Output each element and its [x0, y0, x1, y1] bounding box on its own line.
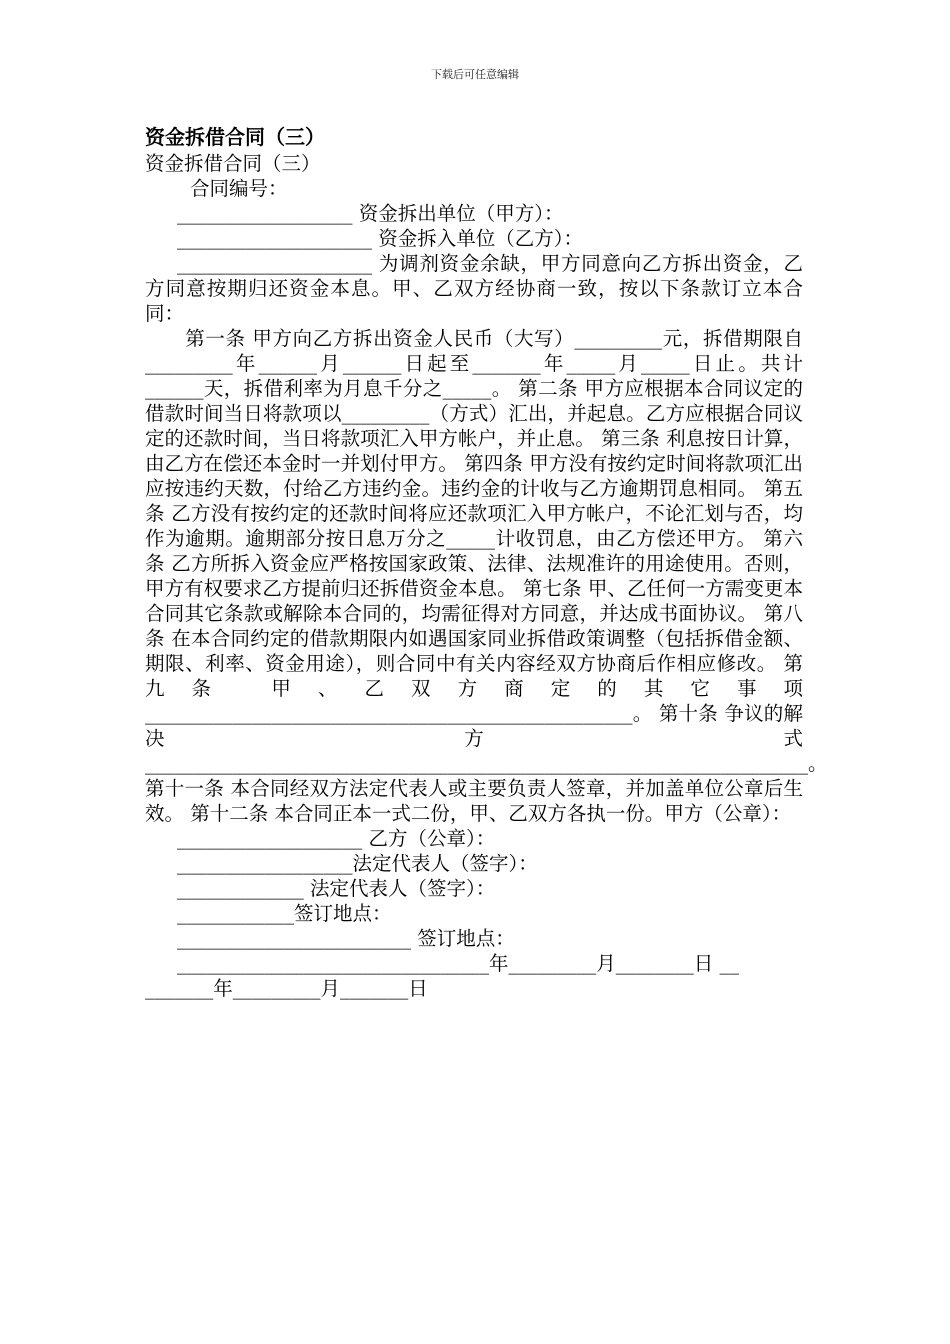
page-header-note: 下载后可任意编辑: [431, 68, 519, 81]
lender-party-line: __________________ 资金拆出单位（甲方）：: [177, 202, 564, 225]
signing-date-b: _______年_________月_______日: [145, 977, 428, 1000]
document-title: 资金拆借合同（三）: [145, 125, 325, 149]
contract-document: [145, 124, 828, 1001]
preamble-paragraph: ____________________ 为调剂资金余缺，甲方同意向乙方拆出资金，乙方同意按期归还资金本息。甲、乙双方经协商一致，按以下条款订立本合同：: [145, 252, 803, 325]
signing-place-a: ____________签订地点：: [177, 902, 392, 925]
signing-place-b: ________________________ 签订地点：: [177, 927, 515, 950]
signature-line-legal-rep-a: __________________法定代表人（签字）：: [177, 852, 538, 875]
contract-body-paragraph: 第一条 甲方向乙方拆出资金人民币（大写）_________元，拆借期限自_________年______月______日起至_______年_____月_____日止。共计______天，拆借利率为月息千分之_____。 第二条 甲方应根据本合同议定的借款时间当日将款项以_________（方式）汇出，并起息。乙方应根据合同议定的还款时间，当日将款项汇入甲方帐户，并止息。 第三条 利息按日计算，由乙方在偿还本金时一并划付甲方。 第四条 甲方没有按约定时间将款项汇出应按违约天数，付给乙方违约金。违约金的计收与乙方逾期罚息相同。 第五条 乙方没有按约定的还款时间将应还款项汇入甲方帐户，不论汇划与否，均作为逾期。逾期部分按日息万分之_____计收罚息，由乙方偿还甲方。 第六条 乙方所拆入资金应严格按国家政策、法律、法规准许的用途使用。否则，甲方有权要求乙方提前归还拆借资金本息。 第七条 甲、乙任何一方需变更本合同其它条款或解除本合同的，均需征得对方同意，并达成书面协议。 第八条 在本合同约定的借款期限内如遇国家同业拆借政策调整（包括拆借金额、期限、利率、资金用途），则合同中有关内容经双方协商后作相应修改。 第九条 甲、乙双方商定的其它事项__________________________________________________。 第十条 争议的解决方式____________________________________________________________________。 第十一条 本合同经双方法定代表人或主要负责人签章，并加盖单位公章后生效。 第十二条 本合同正本一式二份，甲、乙双方各执一份。甲方（公章）：: [145, 327, 828, 825]
document-subtitle: 资金拆借合同（三）: [145, 152, 321, 175]
contract-number-label: 合同编号：: [190, 177, 288, 200]
signing-date-a: ________________________________年_________月________日 __: [177, 952, 739, 975]
signature-line-party-b-seal: ___________________ 乙方（公章）：: [177, 827, 496, 850]
signature-line-legal-rep-b: _____________ 法定代表人（签字）：: [177, 877, 496, 900]
borrower-party-line: ____________________ 资金拆入单位（乙方）：: [177, 227, 583, 250]
